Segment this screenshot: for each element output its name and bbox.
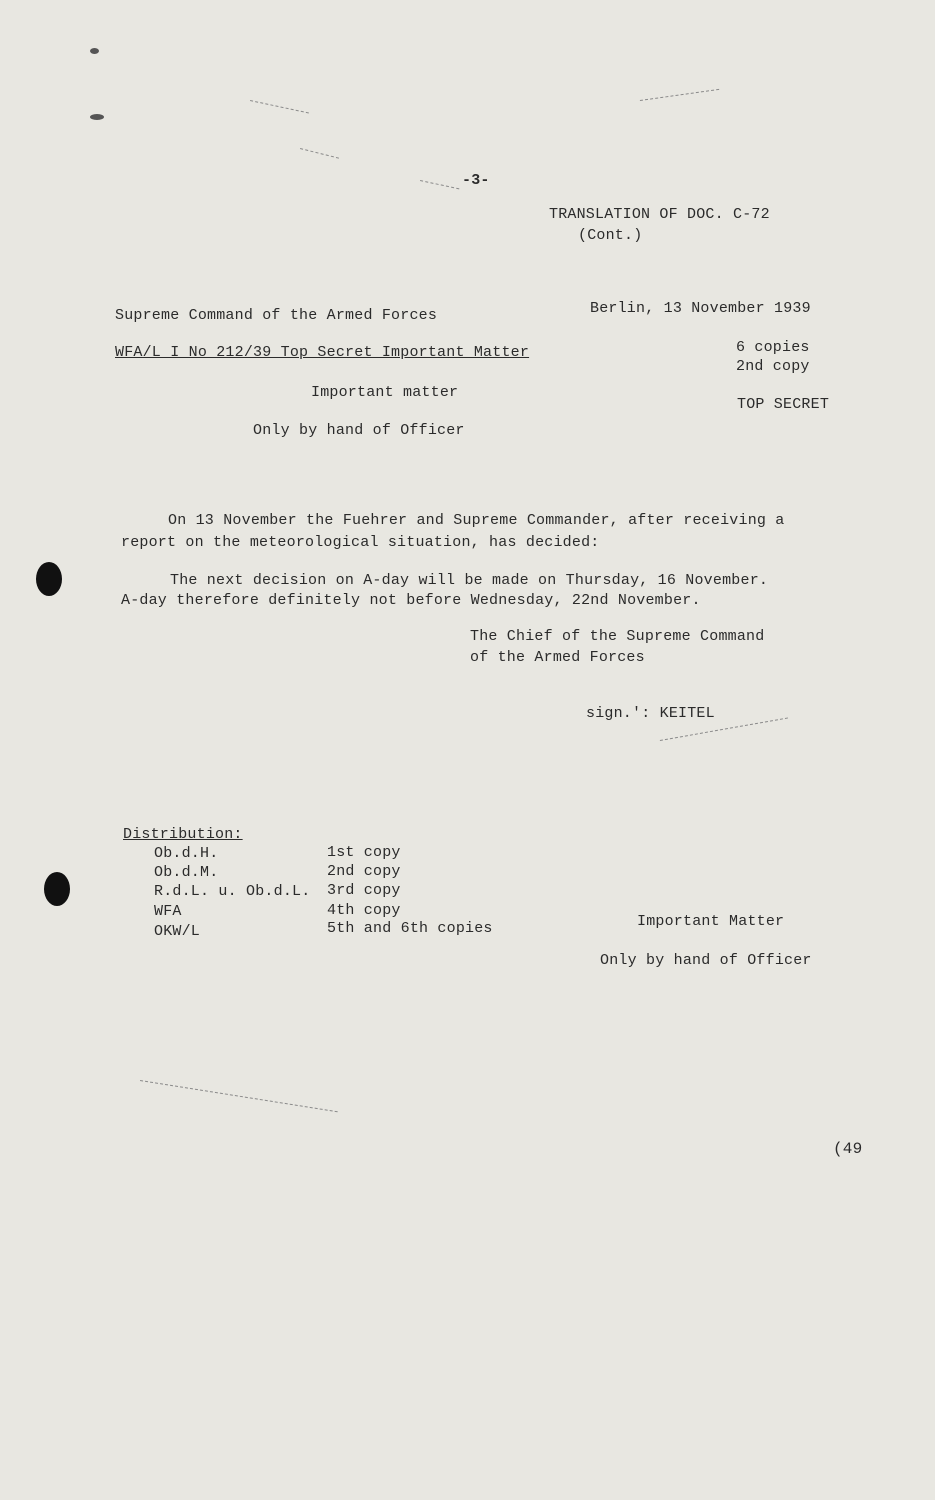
distribution-copy: 2nd copy: [327, 863, 401, 880]
footer-important-matter: Important Matter: [637, 913, 785, 930]
signature-keitel: sign.': KEITEL: [586, 705, 715, 722]
top-secret-label: TOP SECRET: [737, 396, 830, 413]
signatory-title-line-2: of the Armed Forces: [470, 649, 645, 666]
body-paragraph-1-line-2: report on the meteorological situation, has decided:: [121, 534, 600, 551]
distribution-copy: 1st copy: [327, 844, 401, 861]
distribution-recipient: R.d.L. u. Ob.d.L.: [154, 883, 311, 900]
signatory-title-line-1: The Chief of the Supreme Command: [470, 628, 765, 645]
body-paragraph-2-line-1: The next decision on A-day will be made on Thursday, 16 November.: [170, 572, 769, 589]
body-paragraph-2-line-2: A-day therefore definitely not before Wednesday, 22nd November.: [121, 592, 701, 609]
doc-heading: TRANSLATION OF DOC. C-72: [549, 206, 770, 223]
stray-mark: [300, 148, 339, 160]
punch-hole: [44, 872, 70, 906]
distribution-copy: 3rd copy: [327, 882, 401, 899]
doc-heading-cont: (Cont.): [578, 227, 643, 244]
distribution-title: Distribution:: [123, 826, 243, 843]
important-matter-label: Important matter: [311, 384, 459, 401]
distribution-copy: 5th and 6th copies: [327, 920, 493, 937]
ink-mark: [90, 48, 99, 54]
file-reference: WFA/L I No 212/39 Top Secret Important Matter: [115, 344, 530, 361]
body-paragraph-1-line-1: On 13 November the Fuehrer and Supreme Commander, after receiving a: [168, 512, 785, 529]
stray-mark: [250, 100, 309, 114]
officer-only-label: Only by hand of Officer: [253, 422, 465, 439]
punch-hole: [36, 562, 62, 596]
distribution-copy: 4th copy: [327, 902, 401, 919]
place-date: Berlin, 13 November 1939: [590, 300, 811, 317]
stray-mark: [640, 89, 719, 102]
distribution-recipient: OKW/L: [154, 923, 201, 940]
issuing-command: Supreme Command of the Armed Forces: [115, 307, 438, 324]
copy-number: 2nd copy: [736, 358, 810, 375]
stray-mark: [140, 1080, 338, 1113]
distribution-recipient: Ob.d.H.: [154, 845, 219, 862]
copies-count: 6 copies: [736, 339, 810, 356]
distribution-recipient: Ob.d.M.: [154, 864, 219, 881]
page-number: -3-: [462, 172, 490, 189]
ink-mark: [90, 114, 104, 120]
distribution-recipient: WFA: [154, 903, 182, 920]
stray-mark: [420, 180, 460, 190]
page-reference: (49: [833, 1140, 863, 1158]
footer-officer-only: Only by hand of Officer: [600, 952, 812, 969]
